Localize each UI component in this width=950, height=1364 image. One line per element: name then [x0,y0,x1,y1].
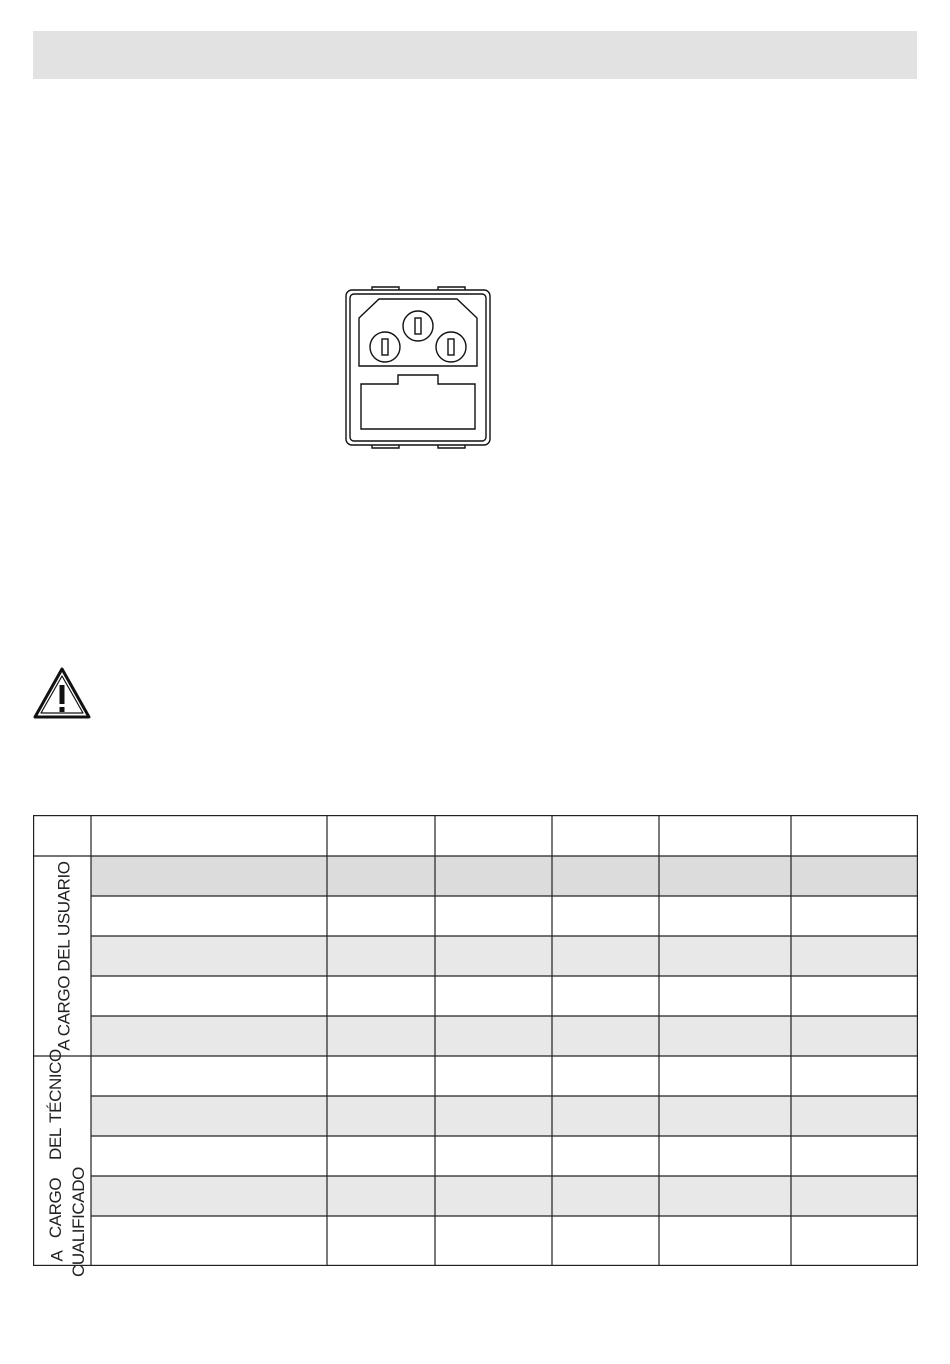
table-row-shade [91,896,918,936]
page-header-bar [33,31,917,79]
group-label-technician-word5: A [46,1250,66,1262]
table-row-shade [91,1136,918,1176]
group-label-technician-word2: DEL [46,1128,65,1160]
table-row-shade [91,1216,918,1266]
group-label-user [36,857,94,1055]
table-row-shade [91,1056,918,1096]
table-row-shade [91,1016,918,1056]
row-shades [91,856,918,1266]
table-row-shade [91,976,918,1016]
table-row-shade [91,1096,918,1136]
group-label-user-text: A CARGO DEL USUARIO [55,861,74,1051]
group-label-technician-word3: CARGO [46,1177,65,1239]
table-row-shade [91,856,918,896]
warning-triangle-icon [33,666,91,720]
maintenance-table [33,815,918,1266]
group-label-technician-word4: CUALIFICADO [69,1167,88,1277]
table-row-shade [91,936,918,976]
table-row-shade [91,1176,918,1216]
iec-power-inlet-icon [345,286,491,449]
group-label-technician-word1: TÉCNICO [46,1049,66,1123]
